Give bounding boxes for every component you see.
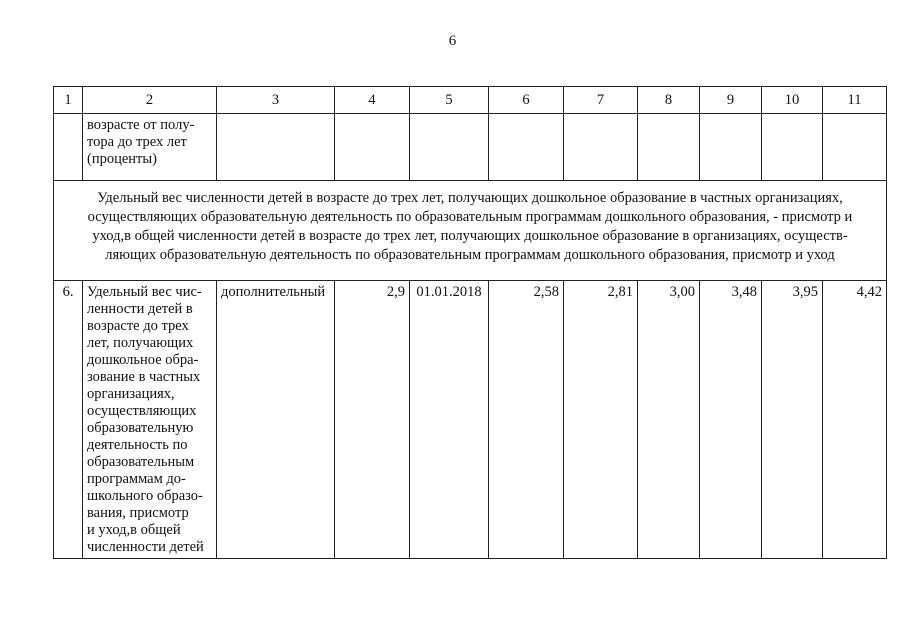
text-line: дошкольное обра- <box>87 352 199 368</box>
text-line: Удельный вес чис- <box>87 284 202 300</box>
table-cell <box>489 114 564 181</box>
text-line: образовательную <box>87 420 194 436</box>
text-line: деятельность по <box>87 437 188 453</box>
text-line: осуществляющих образовательную деятельность по образовательным программам дошкольного образования, - присмотр и <box>87 209 853 225</box>
value-cell: 2,58 <box>489 281 564 559</box>
base-value: 2,9 <box>335 281 410 559</box>
column-header: 5 <box>410 87 489 114</box>
text-line: осуществляющих <box>87 403 197 419</box>
table-cell <box>762 114 823 181</box>
table-cell <box>217 114 335 181</box>
column-header: 7 <box>564 87 638 114</box>
column-header: 10 <box>762 87 823 114</box>
value-cell: 3,48 <box>700 281 762 559</box>
indicator-name <box>83 281 217 559</box>
value-cell: 2,81 <box>564 281 638 559</box>
text-line: лет, получающих <box>87 335 194 351</box>
text-line: зование в частных <box>87 369 201 385</box>
column-header: 3 <box>217 87 335 114</box>
text-line: возрасте от полу- <box>87 117 195 133</box>
text-line: возрасте до трех <box>87 318 189 334</box>
column-header: 9 <box>700 87 762 114</box>
table-cell <box>564 114 638 181</box>
indicator-type: дополнительный <box>217 281 335 559</box>
column-header: 4 <box>335 87 410 114</box>
column-header: 2 <box>83 87 217 114</box>
value-cell: 3,95 <box>762 281 823 559</box>
table-cell <box>823 114 887 181</box>
section-title <box>54 181 887 281</box>
text-line: ляющих образовательную деятельность по образовательным программам дошкольного образования, присмотр и уход <box>105 247 835 263</box>
column-header: 8 <box>638 87 700 114</box>
text-line: численности детей <box>87 539 204 555</box>
column-header: 6 <box>489 87 564 114</box>
table-cell <box>410 114 489 181</box>
text-line: образовательным <box>87 454 195 470</box>
text-line: тора до трех лет <box>87 134 187 150</box>
text-line: уход,в общей численности детей в возрасте до трех лет, получающих дошкольное образование в организациях, осуществ- <box>92 228 848 244</box>
base-date: 01.01.2018 <box>410 281 489 559</box>
column-header: 11 <box>823 87 887 114</box>
continuation-row <box>54 114 887 181</box>
value-cell: 3,00 <box>638 281 700 559</box>
text-line: (проценты) <box>87 151 157 167</box>
page-number: 6 <box>448 33 457 49</box>
text-line: организациях, <box>87 386 175 402</box>
value-cell: 4,42 <box>823 281 887 559</box>
table-cell <box>638 114 700 181</box>
row-number: 6. <box>54 281 83 559</box>
text-line: ленности детей в <box>87 301 193 317</box>
table-cell <box>54 114 83 181</box>
table-cell <box>335 114 410 181</box>
table-cell <box>700 114 762 181</box>
table-row <box>54 281 887 559</box>
column-number-header-row <box>54 87 887 114</box>
text-line: Удельный вес численности детей в возрасте до трех лет, получающих дошкольное образование в частных организациях, <box>97 190 843 206</box>
column-header: 1 <box>54 87 83 114</box>
text-line: вания, присмотр <box>87 505 189 521</box>
section-title-row <box>54 181 887 281</box>
indicator-name-continued <box>83 114 217 181</box>
indicator-table <box>53 86 887 559</box>
text-line: программам до- <box>87 471 186 487</box>
text-line: школьного образо- <box>87 488 203 504</box>
text-line: и уход,в общей <box>87 522 181 538</box>
